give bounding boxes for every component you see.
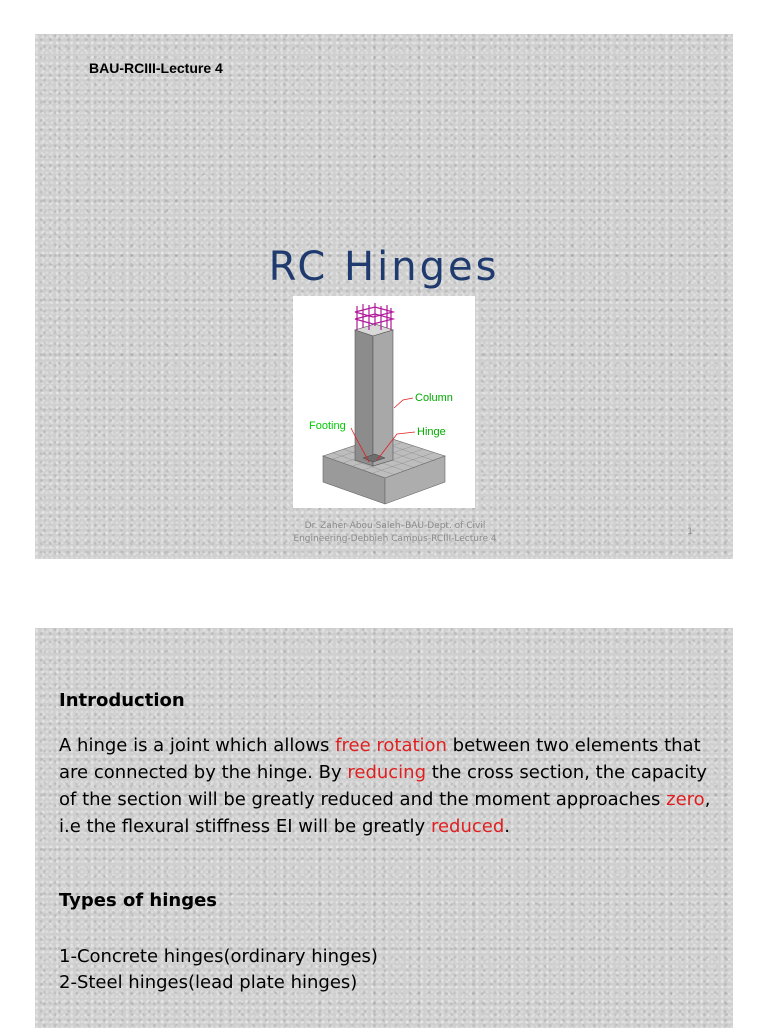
types-heading: Types of hinges: [59, 890, 218, 911]
slide-1: [35, 34, 733, 559]
highlight-zero: zero: [666, 789, 705, 810]
column-left-face: [355, 330, 373, 466]
footer-line-2: Engineering-Debbieh Campus-RCIII-Lecture 4: [293, 534, 497, 544]
footing-label: Footing: [309, 420, 346, 432]
list-item: 2-Steel hinges(lead plate hinges): [59, 972, 358, 993]
slide-title: RC Hinges: [268, 244, 500, 290]
introduction-paragraph: [59, 732, 719, 840]
lecture-header: BAU-RCIII-Lecture 4: [89, 60, 223, 76]
intro-text-2: between two elements that are connected by the hinge. By: [59, 735, 701, 783]
hinge-illustration: [293, 296, 475, 508]
intro-text-4: , i.e the flexural stiffness EI will be greatly: [59, 789, 711, 837]
slide-footer: [255, 520, 535, 546]
types-list: [59, 944, 378, 996]
intro-text-5: .: [504, 816, 510, 837]
column-right-face: [373, 330, 393, 466]
hinge-label: Hinge: [417, 426, 446, 438]
highlight-free-rotation: free rotation: [335, 735, 447, 756]
highlight-reduced: reduced: [430, 816, 505, 837]
highlight-reducing: reducing: [347, 762, 427, 783]
introduction-heading: Introduction: [59, 690, 185, 711]
page-number: 1: [687, 527, 693, 537]
rc-hinge-figure: [293, 296, 475, 508]
column-label: Column: [415, 392, 453, 404]
list-item: 1-Concrete hinges(ordinary hinges): [59, 946, 378, 967]
intro-text-3: the cross section, the capacity of the section will be greatly reduced and the moment approaches: [59, 762, 707, 810]
slide-2: [35, 628, 733, 1028]
footer-line-1: Dr. Zaher Abou Saleh–BAU-Dept. of Civil: [304, 521, 486, 531]
intro-text-1: A hinge is a joint which allows: [59, 735, 336, 756]
